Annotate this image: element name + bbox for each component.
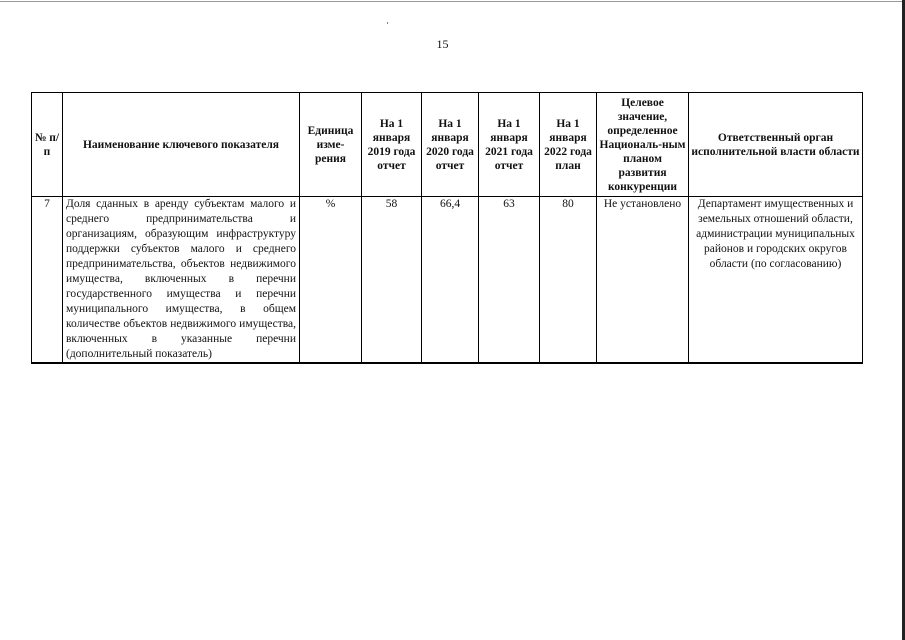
header-unit: Единица изме-рения: [300, 93, 362, 197]
cell-2020: 66,4: [422, 197, 479, 364]
page-number: 15: [436, 37, 449, 51]
header-2020: На 1 января 2020 года отчет: [422, 93, 479, 197]
cell-2021: 63: [479, 197, 540, 364]
scan-edge-top: [0, 1, 905, 2]
header-2022: На 1 января 2022 года план: [540, 93, 597, 197]
cell-target: Не установлено: [597, 197, 689, 364]
table-header-row: [32, 93, 863, 197]
header-target: Целевое значение, определенное Националь-ным планом развития конкуренции: [597, 93, 689, 197]
header-num: № п/п: [32, 93, 63, 197]
cell-authority: Департамент имущественных и земельных отношений области, администрации муниципальных районов и городских округов области (по согласованию): [689, 197, 863, 364]
cell-indicator-name: Доля сданных в аренду субъектам малого и среднего предпринимательства и организациям, образующим инфраструктуру поддержки субъектов малого и среднего предпринимательства, объектов недвижимого имущества, включенных в перечни государственного имущества и перечни муниципального имущества, в общем количестве объектов недвижимого имущества, включенных в указанные перечни (дополнительный показатель): [63, 197, 300, 364]
header-2021: На 1 января 2021 года отчет: [479, 93, 540, 197]
cell-2022: 80: [540, 197, 597, 364]
header-2019: На 1 января 2019 года отчет: [362, 93, 422, 197]
header-authority: Ответственный орган исполнительной власти области: [689, 93, 863, 197]
header-name: Наименование ключевого показателя: [63, 93, 300, 197]
table-row: [32, 197, 863, 364]
indicators-table: [31, 92, 863, 364]
scan-speck: [387, 22, 388, 24]
cell-2019: 58: [362, 197, 422, 364]
cell-num: 7: [32, 197, 63, 364]
cell-unit: %: [300, 197, 362, 364]
